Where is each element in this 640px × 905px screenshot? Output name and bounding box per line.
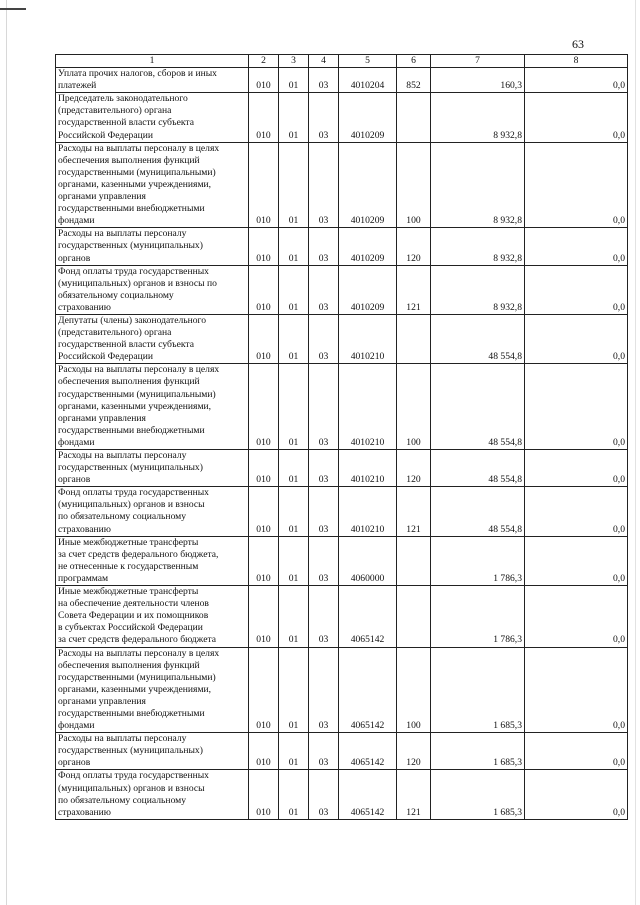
amount-extra-cell: 0,0	[525, 586, 628, 647]
table-row	[56, 93, 628, 142]
table-body	[56, 68, 628, 820]
table-row	[56, 733, 628, 770]
expense-name-line: фондами	[58, 720, 95, 732]
amount-extra-cell: 0,0	[525, 733, 628, 770]
amount-cell: 1 786,3	[431, 536, 525, 585]
expense-name-cell	[56, 364, 249, 450]
amount-extra-cell: 0,0	[525, 314, 628, 363]
target-article-cell: 4010209	[339, 265, 397, 314]
expense-name-line: государственных (муниципальных)	[58, 462, 203, 474]
expense-name-line: органами, казенными учреждениями,	[58, 400, 212, 412]
expense-type-cell	[397, 586, 431, 647]
section-code-cell: 01	[279, 142, 309, 228]
amount-cell: 1 685,3	[431, 733, 525, 770]
section-code-cell: 01	[279, 586, 309, 647]
expense-name-line: (муниципальных) органов и взносы по	[58, 277, 217, 289]
target-article-cell: 4010209	[339, 228, 397, 265]
expense-name-line: страхованию	[58, 301, 111, 313]
expense-name-cell	[56, 450, 249, 487]
subsection-code-cell: 03	[309, 364, 339, 450]
column-header: 1	[56, 55, 249, 68]
expense-type-cell: 121	[397, 265, 431, 314]
table-row	[56, 142, 628, 228]
expense-type-cell: 121	[397, 487, 431, 536]
amount-cell: 48 554,8	[431, 364, 525, 450]
expense-name-cell	[56, 314, 249, 363]
target-article-cell: 4010210	[339, 314, 397, 363]
expense-name-line: Совета Федерации и их помощников	[58, 610, 209, 622]
target-article-cell: 4065142	[339, 733, 397, 770]
amount-cell: 8 932,8	[431, 265, 525, 314]
expense-name-line: органами, казенными учреждениями,	[58, 178, 212, 190]
subsection-code-cell: 03	[309, 68, 339, 93]
subsection-code-cell: 03	[309, 450, 339, 487]
admin-code-cell: 010	[249, 647, 279, 733]
subsection-code-cell: 03	[309, 228, 339, 265]
section-code-cell: 01	[279, 487, 309, 536]
expense-name-line: за счет средств федерального бюджета,	[58, 548, 219, 560]
subsection-code-cell: 03	[309, 314, 339, 363]
admin-code-cell: 010	[249, 314, 279, 363]
expense-name-line: в субъектах Российской Федерации	[58, 622, 203, 634]
expense-name-line: государственными внебюджетными	[58, 424, 205, 436]
expense-name-cell	[56, 733, 249, 770]
amount-cell: 8 932,8	[431, 228, 525, 265]
expense-type-cell: 852	[397, 68, 431, 93]
admin-code-cell: 010	[249, 770, 279, 819]
table-row	[56, 364, 628, 450]
amount-cell: 160,3	[431, 68, 525, 93]
expense-name-cell	[56, 265, 249, 314]
subsection-code-cell: 03	[309, 647, 339, 733]
amount-extra-cell: 0,0	[525, 364, 628, 450]
table-row	[56, 770, 628, 819]
expense-name-line: государственных (муниципальных)	[58, 745, 203, 757]
amount-extra-cell: 0,0	[525, 536, 628, 585]
subsection-code-cell: 03	[309, 93, 339, 142]
subsection-code-cell: 03	[309, 770, 339, 819]
expense-name-line: органами управления	[58, 695, 146, 707]
expense-name-line: страхованию	[58, 523, 111, 535]
expense-name-line: Расходы на выплаты персоналу в целях	[58, 364, 220, 376]
table-row	[56, 68, 628, 93]
table-row	[56, 536, 628, 585]
admin-code-cell: 010	[249, 228, 279, 265]
section-code-cell: 01	[279, 68, 309, 93]
subsection-code-cell: 03	[309, 265, 339, 314]
amount-extra-cell: 0,0	[525, 450, 628, 487]
expense-type-cell: 120	[397, 733, 431, 770]
expense-name-line: Председатель законодательного	[58, 93, 188, 105]
expense-name-line: Фонд оплаты труда государственных	[58, 265, 209, 277]
column-header: 7	[431, 55, 525, 68]
target-article-cell: 4065142	[339, 647, 397, 733]
expense-name-cell	[56, 536, 249, 585]
expense-type-cell	[397, 314, 431, 363]
admin-code-cell: 010	[249, 142, 279, 228]
column-header: 3	[279, 55, 309, 68]
admin-code-cell: 010	[249, 364, 279, 450]
expense-name-line: программам	[58, 572, 109, 584]
expense-name-line: Расходы на выплаты персоналу	[58, 733, 187, 745]
expense-name-line: фондами	[58, 215, 95, 227]
subsection-code-cell: 03	[309, 487, 339, 536]
admin-code-cell: 010	[249, 93, 279, 142]
target-article-cell: 4010210	[339, 487, 397, 536]
expense-name-cell	[56, 647, 249, 733]
expense-name-line: по обязательному социальному	[58, 794, 187, 806]
table-row	[56, 265, 628, 314]
expense-name-line: органов	[58, 252, 91, 264]
expense-name-line: государственной власти субъекта	[58, 117, 194, 129]
admin-code-cell: 010	[249, 265, 279, 314]
section-code-cell: 01	[279, 536, 309, 585]
amount-cell: 48 554,8	[431, 314, 525, 363]
expense-name-cell	[56, 770, 249, 819]
expense-type-cell	[397, 536, 431, 585]
scan-corner-mark	[0, 8, 26, 10]
section-code-cell: 01	[279, 364, 309, 450]
amount-extra-cell: 0,0	[525, 265, 628, 314]
expense-name-line: органами управления	[58, 191, 146, 203]
expense-name-cell	[56, 68, 249, 93]
amount-extra-cell: 0,0	[525, 770, 628, 819]
amount-extra-cell: 0,0	[525, 228, 628, 265]
amount-cell: 8 932,8	[431, 142, 525, 228]
expense-name-line: обеспечения выполнения функций	[58, 376, 200, 388]
expense-name-line: (представительного) органа	[58, 327, 172, 339]
expense-type-cell: 100	[397, 142, 431, 228]
table-row	[56, 647, 628, 733]
expense-name-line: Расходы на выплаты персоналу	[58, 228, 187, 240]
amount-cell: 1 786,3	[431, 586, 525, 647]
expense-name-line: (представительного) органа	[58, 105, 172, 117]
expense-name-line: Российской Федерации	[58, 351, 153, 363]
expense-name-line: Депутаты (члены) законодательного	[58, 314, 207, 326]
expense-name-line: на обеспечение деятельности членов	[58, 598, 209, 610]
admin-code-cell: 010	[249, 733, 279, 770]
expense-name-cell	[56, 142, 249, 228]
expense-name-line: не отнесенные к государственным	[58, 560, 199, 572]
column-header: 8	[525, 55, 628, 68]
page-right-edge	[635, 0, 636, 905]
table-row	[56, 314, 628, 363]
expense-name-line: Фонд оплаты труда государственных	[58, 487, 209, 499]
target-article-cell: 4010209	[339, 142, 397, 228]
expense-name-line: государственной власти субъекта	[58, 339, 194, 351]
amount-cell: 1 685,3	[431, 647, 525, 733]
expense-name-line: органов	[58, 474, 91, 486]
amount-cell: 48 554,8	[431, 450, 525, 487]
expense-name-line: Иные межбюджетные трансферты	[58, 536, 199, 548]
admin-code-cell: 010	[249, 536, 279, 585]
subsection-code-cell: 03	[309, 536, 339, 585]
table-header-row	[56, 55, 628, 68]
expense-name-line: органами, казенными учреждениями,	[58, 683, 212, 695]
expense-type-cell: 100	[397, 364, 431, 450]
amount-extra-cell: 0,0	[525, 68, 628, 93]
expense-name-cell	[56, 93, 249, 142]
section-code-cell: 01	[279, 450, 309, 487]
column-header: 5	[339, 55, 397, 68]
expense-name-line: (муниципальных) органов и взносы	[58, 499, 205, 511]
admin-code-cell: 010	[249, 487, 279, 536]
expense-name-cell	[56, 228, 249, 265]
target-article-cell: 4010210	[339, 450, 397, 487]
expense-name-line: государственными (муниципальными)	[58, 166, 216, 178]
expense-name-line: Уплата прочих налогов, сборов и иных	[58, 68, 217, 80]
budget-table	[55, 54, 628, 820]
table-row	[56, 450, 628, 487]
expense-name-line: органов	[58, 757, 91, 769]
section-code-cell: 01	[279, 314, 309, 363]
target-article-cell: 4010209	[339, 93, 397, 142]
expense-name-line: Расходы на выплаты персоналу в целях	[58, 647, 220, 659]
admin-code-cell: 010	[249, 450, 279, 487]
page-number: 63	[572, 37, 584, 51]
expense-type-cell: 121	[397, 770, 431, 819]
expense-type-cell: 120	[397, 228, 431, 265]
column-header: 4	[309, 55, 339, 68]
expense-type-cell: 100	[397, 647, 431, 733]
expense-name-cell	[56, 586, 249, 647]
table-row	[56, 228, 628, 265]
subsection-code-cell: 03	[309, 586, 339, 647]
section-code-cell: 01	[279, 93, 309, 142]
expense-name-line: Фонд оплаты труда государственных	[58, 770, 209, 782]
expense-name-line: по обязательному социальному	[58, 511, 187, 523]
amount-cell: 48 554,8	[431, 487, 525, 536]
expense-name-line: государственными (муниципальными)	[58, 388, 216, 400]
target-article-cell: 4010204	[339, 68, 397, 93]
column-header: 2	[249, 55, 279, 68]
expense-name-line: органами управления	[58, 412, 146, 424]
expense-name-line: Иные межбюджетные трансферты	[58, 586, 199, 598]
target-article-cell: 4060000	[339, 536, 397, 585]
expense-name-line: государственными внебюджетными	[58, 203, 205, 215]
section-code-cell: 01	[279, 770, 309, 819]
expense-name-line: государственными (муниципальными)	[58, 671, 216, 683]
table-row	[56, 487, 628, 536]
amount-cell: 1 685,3	[431, 770, 525, 819]
section-code-cell: 01	[279, 265, 309, 314]
section-code-cell: 01	[279, 228, 309, 265]
expense-type-cell	[397, 93, 431, 142]
admin-code-cell: 010	[249, 586, 279, 647]
subsection-code-cell: 03	[309, 142, 339, 228]
table-row	[56, 586, 628, 647]
amount-extra-cell: 0,0	[525, 93, 628, 142]
column-header: 6	[397, 55, 431, 68]
subsection-code-cell: 03	[309, 733, 339, 770]
expense-name-cell	[56, 487, 249, 536]
amount-extra-cell: 0,0	[525, 487, 628, 536]
section-code-cell: 01	[279, 647, 309, 733]
expense-name-line: государственными внебюджетными	[58, 707, 205, 719]
expense-name-line: Расходы на выплаты персоналу в целях	[58, 142, 220, 154]
amount-extra-cell: 0,0	[525, 142, 628, 228]
section-code-cell: 01	[279, 733, 309, 770]
expense-name-line: обеспечения выполнения функций	[58, 154, 200, 166]
amount-cell: 8 932,8	[431, 93, 525, 142]
amount-extra-cell: 0,0	[525, 647, 628, 733]
expense-name-line: платежей	[58, 80, 97, 92]
expense-name-line: обязательному социальному	[58, 289, 174, 301]
admin-code-cell: 010	[249, 68, 279, 93]
expense-name-line: государственных (муниципальных)	[58, 240, 203, 252]
expense-name-line: за счет средств федерального бюджета	[58, 634, 217, 646]
page-left-edge	[6, 0, 7, 905]
target-article-cell: 4010210	[339, 364, 397, 450]
target-article-cell: 4065142	[339, 770, 397, 819]
expense-name-line: страхованию	[58, 806, 111, 818]
expense-type-cell: 120	[397, 450, 431, 487]
target-article-cell: 4065142	[339, 586, 397, 647]
expense-name-line: Российской Федерации	[58, 129, 153, 141]
expense-name-line: обеспечения выполнения функций	[58, 659, 200, 671]
expense-name-line: Расходы на выплаты персоналу	[58, 450, 187, 461]
expense-name-line: (муниципальных) органов и взносы	[58, 782, 205, 794]
expense-name-line: фондами	[58, 436, 95, 448]
